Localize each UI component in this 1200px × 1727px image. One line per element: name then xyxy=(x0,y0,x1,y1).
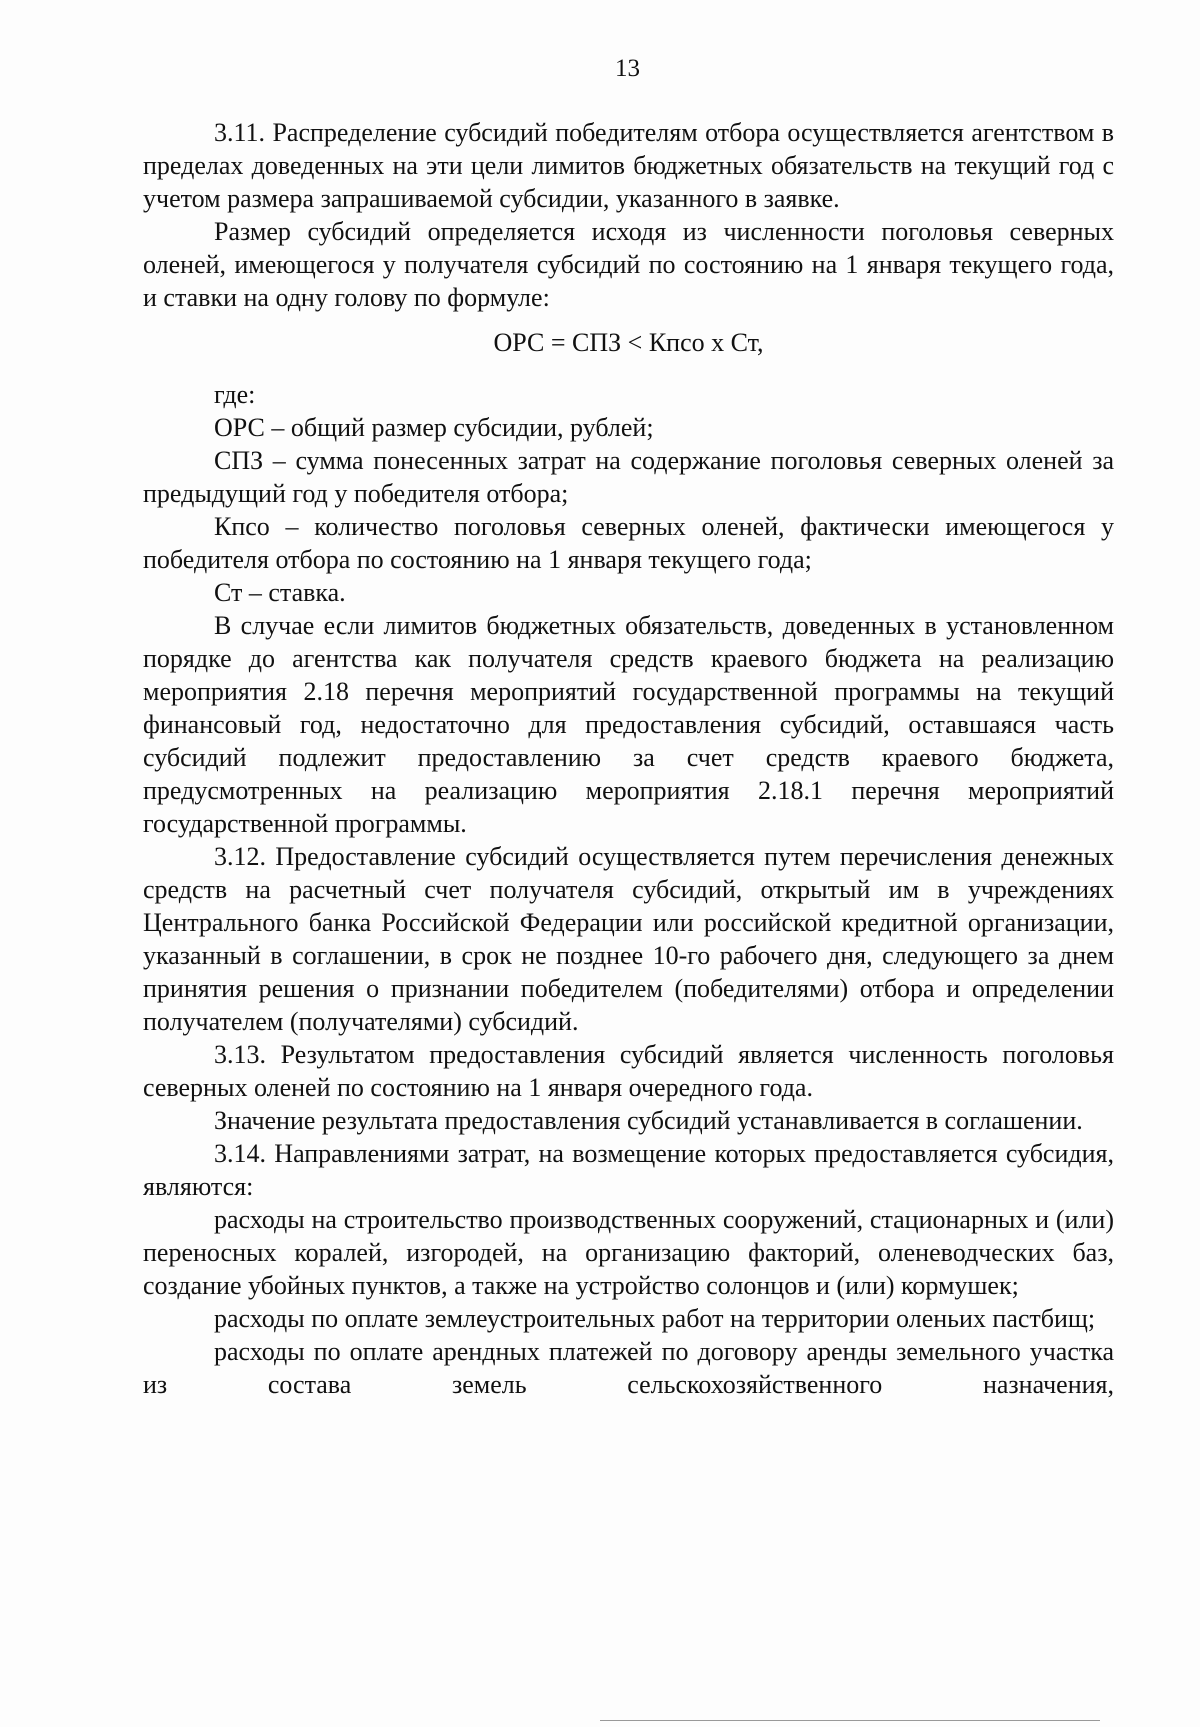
bottom-divider xyxy=(600,1720,1100,1721)
paragraph-insufficient-limits: В случае если лимитов бюджетных обязательств, доведенных в установленном порядке до агентства как получателя средств краевого бюджета на реализацию мероприятия 2.18 перечня мероприятий государственной программы на текущий финансовый год, недостаточно для предоставления субсидий, оставшаяся часть субсидий подлежит предоставлению за счет средств краевого бюджета, предусмотренных на реализацию мероприятия 2.18.1 перечня мероприятий государственной программы. xyxy=(143,611,1114,838)
paragraph-3-14: 3.14. Направлениями затрат, на возмещение которых предоставляется субсидия, являются: xyxy=(143,1139,1114,1201)
document-body xyxy=(143,116,1114,1401)
definition-ors: ОРС – общий размер субсидии, рублей; xyxy=(214,413,654,442)
list-item-lease-payments: расходы по оплате арендных платежей по договору аренды земельного участка из состава земель сельскохозяйственного назначения, xyxy=(143,1337,1114,1399)
definition-kpso: Кпсо – количество поголовья северных оленей, фактически имеющегося у победителя отбора по состоянию на 1 января текущего года; xyxy=(143,512,1114,574)
paragraph-3-11: 3.11. Распределение субсидий победителям отбора осуществляется агентством в пределах доведенных на эти цели лимитов бюджетных обязательств на текущий год с учетом размера запрашиваемой субсидии, указанного в заявке. xyxy=(143,118,1114,213)
list-item-construction: расходы на строительство производственных сооружений, стационарных и (или) переносных коралей, изгородей, на организацию факторий, оленеводческих баз, создание убойных пунктов, а также на устройство солонцов и (или) кормушек; xyxy=(143,1205,1114,1300)
paragraph-subsidy-size: Размер субсидий определяется исходя из численности поголовья северных оленей, имеющегося у получателя субсидий по состоянию на 1 января текущего года, и ставки на одну голову по формуле: xyxy=(143,217,1114,312)
definition-spz: СПЗ – сумма понесенных затрат на содержание поголовья северных оленей за предыдущий год у победителя отбора; xyxy=(143,446,1114,508)
definition-st: Ст – ставка. xyxy=(214,578,346,607)
paragraph-where: где: xyxy=(214,380,256,409)
list-item-land-works: расходы по оплате землеустроительных работ на территории оленьих пастбищ; xyxy=(214,1304,1096,1333)
paragraph-result-value: Значение результата предоставления субсидий устанавливается в соглашении. xyxy=(214,1106,1083,1135)
paragraph-3-13: 3.13. Результатом предоставления субсидий является численность поголовья северных оленей по состоянию на 1 января очередного года. xyxy=(143,1040,1114,1102)
page-number: 13 xyxy=(615,55,640,82)
paragraph-3-12: 3.12. Предоставление субсидий осуществляется путем перечисления денежных средств на расчетный счет получателя субсидий, открытый им в учреждениях Центрального банка Российской Федерации или российской кредитной организации, указанный в соглашении, в срок не позднее 10-го рабочего дня, следующего за днем принятия решения о признании победителем (победителями) отбора и определении получателем (получателями) субсидий. xyxy=(143,842,1114,1036)
formula: ОРС = СПЗ < Кпсо х Ст, xyxy=(493,328,764,357)
